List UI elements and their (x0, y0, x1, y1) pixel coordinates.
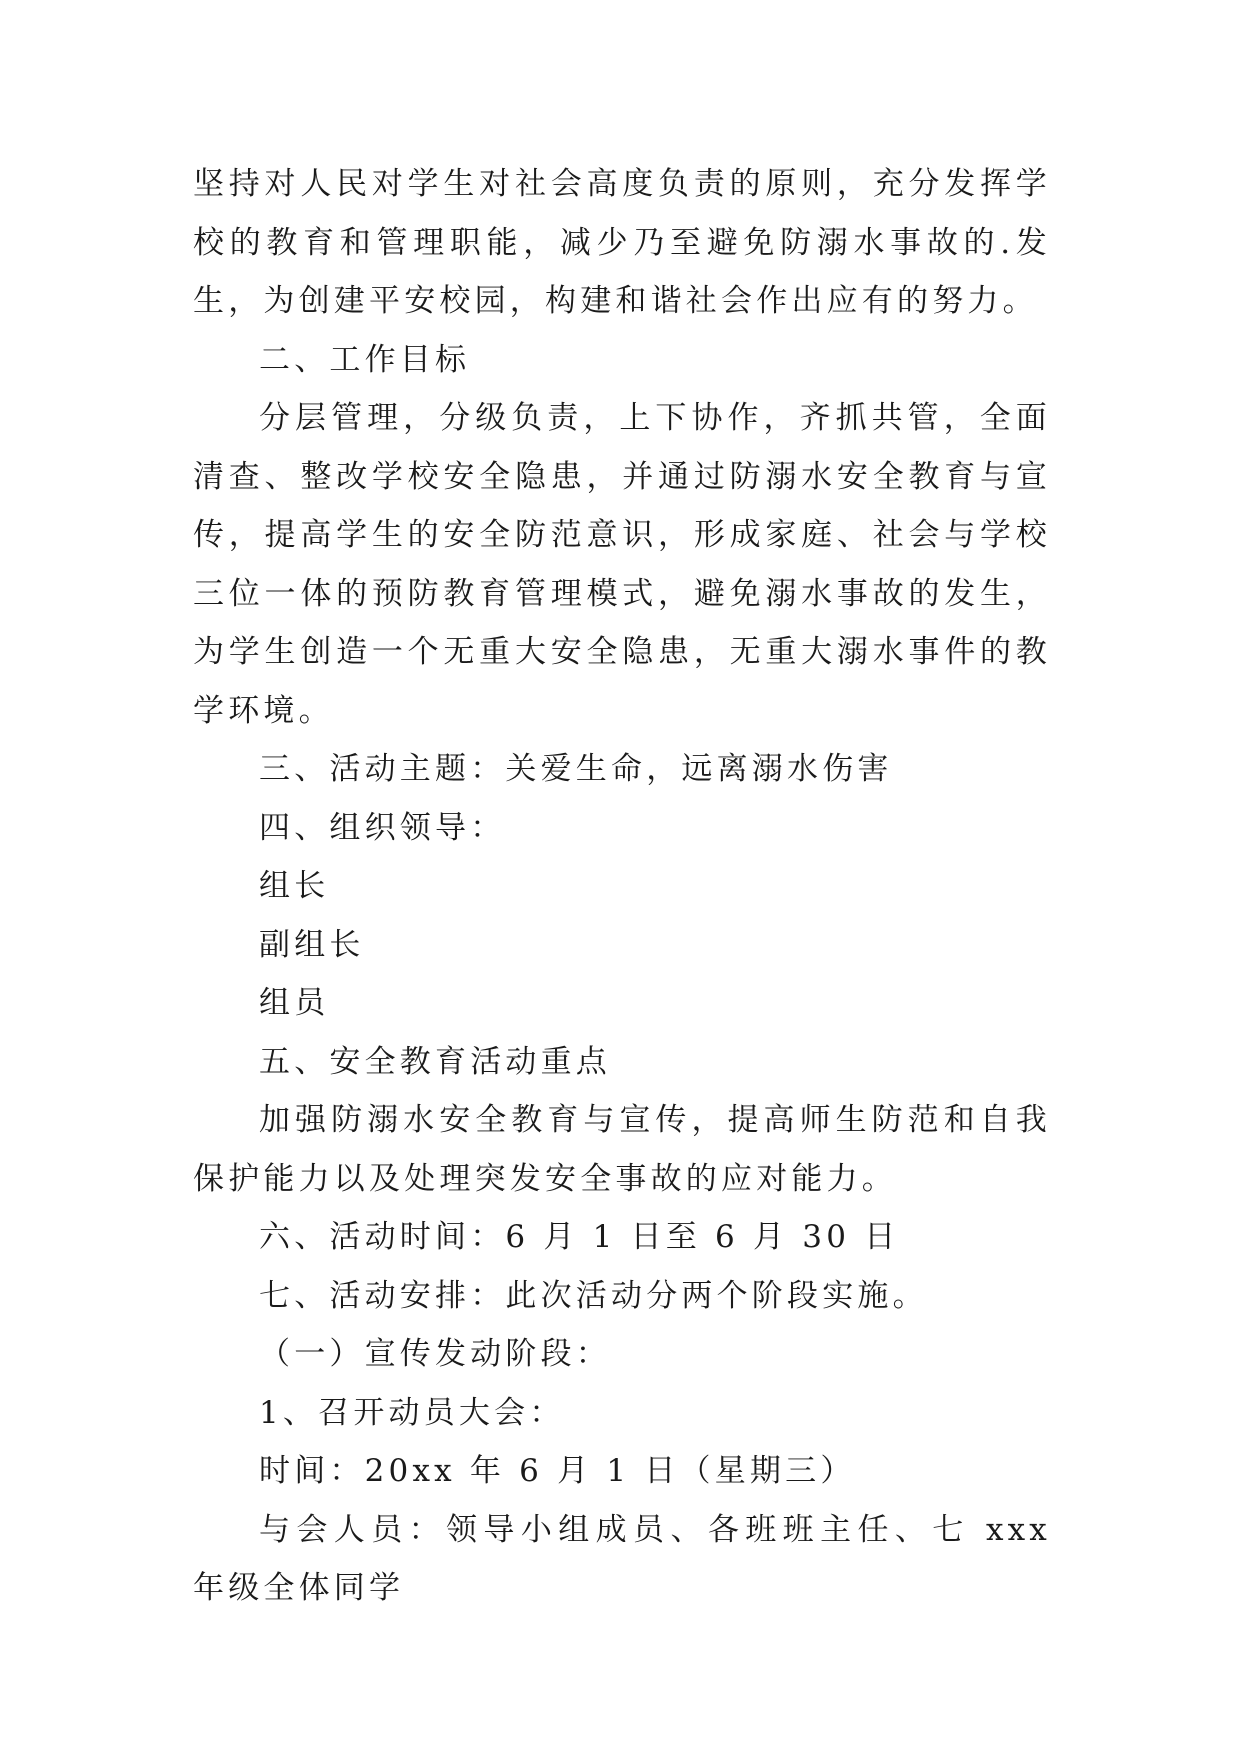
paragraph-intro-continued: 坚持对人民对学生对社会高度负责的原则，充分发挥学校的教育和管理职能，减少乃至避免防溺水事故的.发生，为创建平安校园，构建和谐社会作出应有的努力。 (193, 166, 1051, 319)
item-members: 组员 (259, 985, 330, 1021)
document-body (193, 155, 1051, 1618)
heading-work-goals: 二、工作目标 (259, 341, 471, 378)
item-meeting-attendees: 与会人员：领导小组成员、各班班主任、七 xxx 年级全体同学 (193, 1511, 1051, 1606)
heading-activity-arrangement: 七、活动安排：此次活动分两个阶段实施。 (259, 1277, 928, 1314)
item-leader: 组长 (259, 868, 330, 904)
item-meeting-time: 时间：20xx 年 6 月 1 日（星期三） (259, 1453, 856, 1489)
heading-activity-theme: 三、活动主题：关爱生命，远离溺水伤害 (259, 751, 893, 787)
paragraph-work-goals: 分层管理，分级负责，上下协作，齐抓共管，全面清查、整改学校安全隐患，并通过防溺水安全教育与宣传，提高学生的安全防范意识，形成家庭、社会与学校三位一体的预防教育管理模式，避免溺水事故的发生，为学生创造一个无重大安全隐患，无重大溺水事件的教学环境。 (193, 400, 1051, 729)
heading-organization: 四、组织领导： (259, 809, 506, 846)
paragraph-education-focus: 加强防溺水安全教育与宣传，提高师生防范和自我保护能力以及处理突发安全事故的应对能力。 (193, 1102, 1051, 1197)
item-mobilization-meeting: 1、召开动员大会： (259, 1394, 565, 1431)
subheading-publicity-phase: （一）宣传发动阶段： (259, 1336, 611, 1372)
item-deputy-leader: 副组长 (259, 926, 365, 963)
heading-education-focus: 五、安全教育活动重点 (259, 1043, 611, 1080)
heading-activity-time: 六、活动时间：6 月 1 日至 6 月 30 日 (259, 1219, 900, 1255)
